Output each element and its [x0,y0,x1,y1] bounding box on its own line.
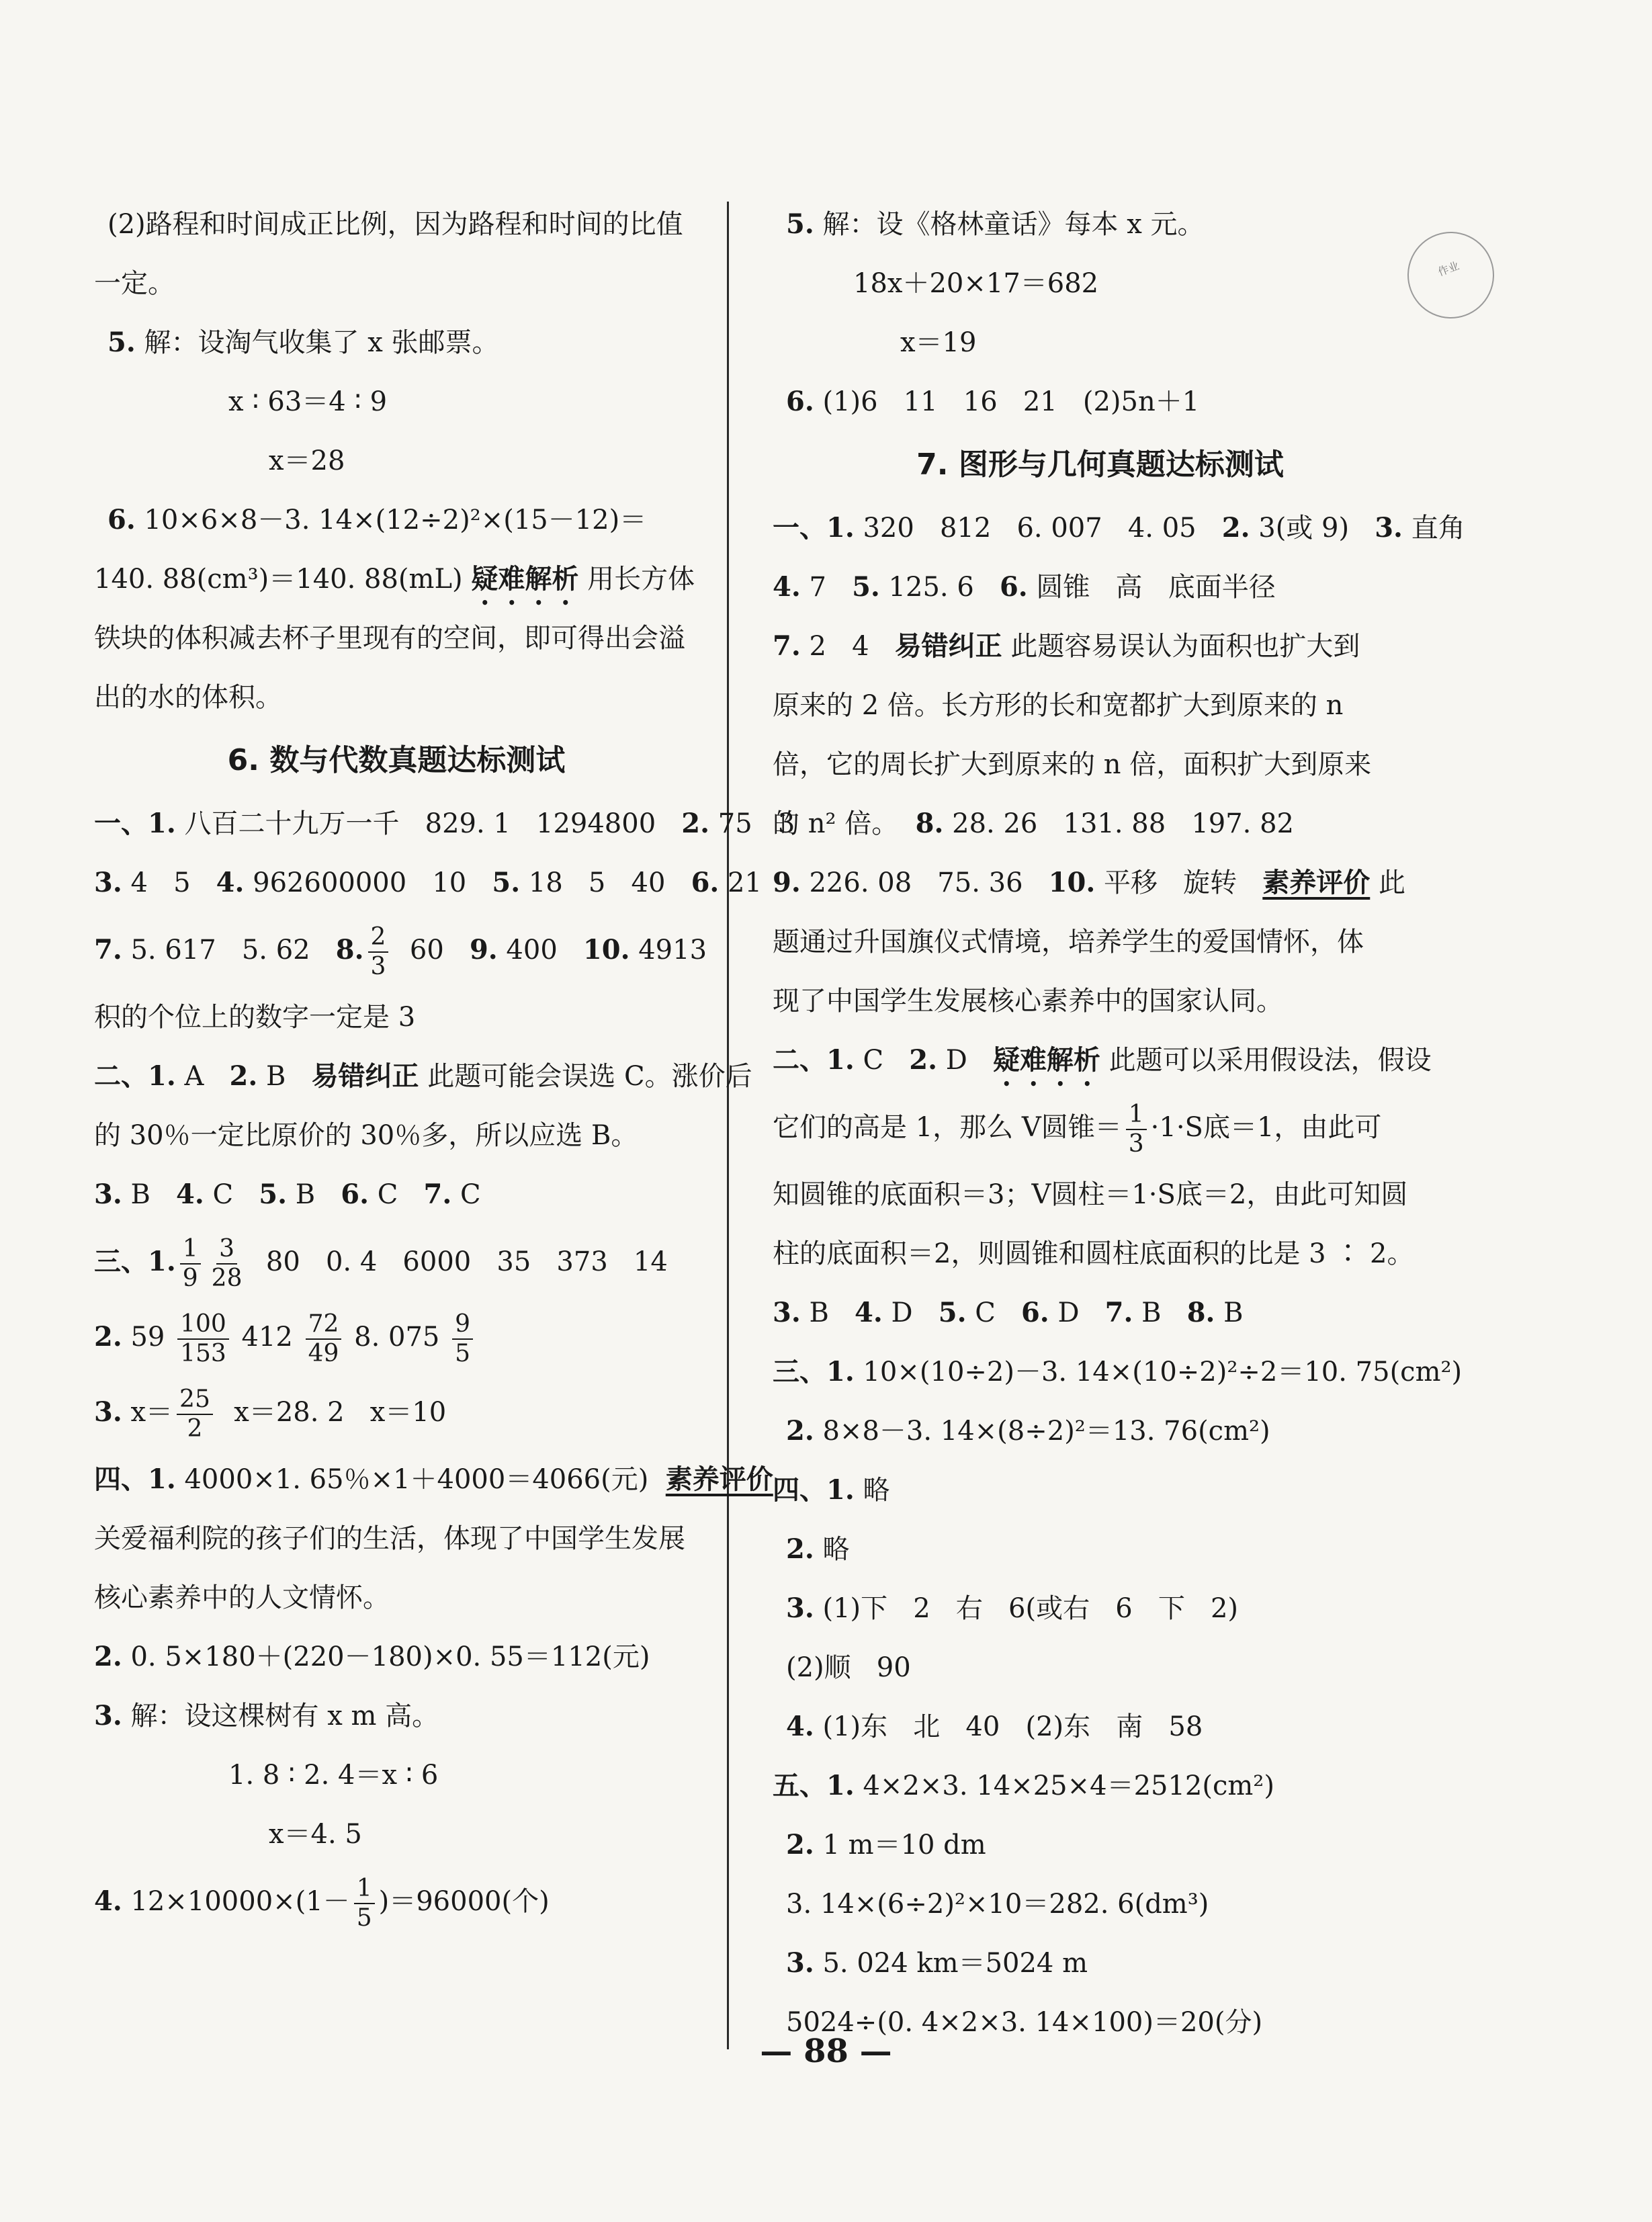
note-tag: 素养评价 [1262,867,1371,898]
answer-line: 二、1. C 2. D 疑难解析 此题可以采用假设法，假设 [773,1044,1432,1076]
column-divider [727,202,729,2049]
answer-line: 2. 8×8－3. 14×(8÷2)²＝13. 76(cm²) [786,1415,1270,1447]
answer-line: 4. (1)东 北 40 (2)东 南 58 [786,1711,1203,1742]
answer-line: 2. 59 $\frac{100}{153}$ 412 $\frac{72}{49}$ 8. 075 $\frac{9}{5}$ [94,1299,699,1375]
answer-line: 原来的 2 倍。长方形的长和宽都扩大到原来的 n [773,690,1344,721]
answer-line: 3. (1)下 2 右 6(或右 6 下 2) [786,1592,1239,1624]
text-line: 5. 解：设淘气收集了 x 张邮票。 [107,327,499,358]
fraction: $\frac{25}{2}$ [177,1385,213,1443]
text-line: 铁块的体积减去杯子里现有的空间，即可得出会溢 [94,623,685,654]
fraction: $\frac{9}{5}$ [452,1310,473,1368]
answer-line: 四、1. 略 [773,1474,890,1506]
answer-line: 核心素养中的人文情怀。 [94,1582,390,1613]
fraction: $\frac{100}{153}$ [177,1310,229,1368]
answer-line: 积的个位上的数字一定是 3 [94,1002,416,1033]
page-number: — 88 — [760,2033,892,2070]
answer-line: 的 n² 倍。 8. 28. 26 131. 88 197. 82 [773,808,1295,839]
left-column [94,195,795,1939]
equation: x＝4. 5 [269,1819,362,1850]
answer-line: 2. 0. 5×180＋(220－180)×0. 55＝112(元) [94,1641,650,1672]
fraction: $\frac{3}{28}$ [211,1235,243,1292]
answer-line: 6. (1)6 11 16 21 (2)5n＋1 [786,386,1200,417]
answer-line: 3. 14×(6÷2)²×10＝282. 6(dm³) [786,1889,1209,1920]
fraction: $\frac{72}{49}$ [306,1310,342,1368]
answer-line: 五、1. 4×2×3. 14×25×4＝2512(cm²) [773,1770,1274,1801]
text-line: 140. 88(cm³)＝140. 88(mL) 疑难解析 用长方体 [94,564,695,595]
answer-line: 3. 5. 024 km＝5024 m [786,1947,1088,1979]
fraction: $\frac{1}{3}$ [1126,1101,1147,1158]
note-tag: 疑难解析 [992,1045,1100,1076]
answer-line: 4. 12×10000×(1－ $\frac{1}{5}$ )＝96000(个) [94,1875,550,1932]
answer-line: 的 30％一定比原价的 30％多，所以应选 B。 [94,1120,638,1151]
answer-line: 3. 4 5 4. 962600000 10 5. 18 5 40 6. 21 [94,867,762,898]
fraction: $\frac{1}{9}$ [180,1235,201,1293]
equation: x ∶ 63＝4 ∶ 9 [228,386,388,417]
answer-line: 现了中国学生发展核心素养中的国家认同。 [773,986,1283,1017]
answer-line: 3. 解：设这棵树有 x m 高。 [94,1700,439,1732]
equation: 1. 8 ∶ 2. 4＝x ∶ 6 [228,1760,439,1791]
stamp-seal: 作业 [1395,220,1506,331]
answer-line: 一、1. 320 812 6. 007 4. 05 2. 3(或 9) 3. 直角 [773,512,1465,544]
answer-line: 它们的高是 1，那么 V圆锥＝ $\frac{1}{3}$ ·1·S底＝1，由此可 [773,1101,1382,1158]
answer-line: 7. 2 4 易错纠正 此题容易误认为面积也扩大到 [773,630,1360,662]
equation: x＝19 [900,327,977,358]
section-heading: 6. 数与代数真题达标测试 [227,743,566,777]
answer-line: 7. 5. 617 5. 62 8. $\frac{2}{3}$ 60 9. 400 10. 4913 [94,923,707,980]
text-line: (2)路程和时间成正比例，因为路程和时间的比值 [107,209,683,240]
note-tag: 素养评价 [665,1464,773,1495]
answer-line: 三、1. $\frac{1}{9}$ $\frac{3}{28}$ 80 0. 4 6000 35 373 14 [94,1235,668,1292]
answer-line: 一、1. 八百二十九万一千 829. 1 1294800 2. 75 3 [94,808,795,839]
answer-line: 关爱福利院的孩子们的生活，体现了中国学生发展 [94,1523,685,1554]
fraction: $\frac{1}{5}$ [354,1875,375,1932]
answer-line: 3. B 4. D 5. C 6. D 7. B 8. B [773,1297,1244,1328]
answer-line: 倍，它的周长扩大到原来的 n 倍，面积扩大到原来 [773,749,1372,780]
text-line: 一定。 [94,268,175,299]
answer-line: 柱的底面积＝2，则圆锥和圆柱底面积的比是 3 ∶ 2。 [773,1238,1414,1269]
answer-line: 题通过升国旗仪式情境，培养学生的爱国情怀，体 [773,927,1364,957]
fraction: $\frac{2}{3}$ [368,923,389,981]
answer-line: 4. 7 5. 125. 6 6. 圆锥 高 底面半径 [773,571,1276,603]
note-tag: 疑难解析 [471,564,579,595]
text-line: 6. 10×6×8－3. 14×(12÷2)²×(15－12)＝ [107,504,647,536]
answer-line: 二、1. A 2. B 易错纠正 此题可能会误选 C。涨价后 [94,1060,752,1092]
section-heading: 7. 图形与几何真题达标测试 [916,447,1284,482]
answer-line: 2. 略 [786,1533,850,1565]
answer-line: 四、1. 4000×1. 65％×1＋4000＝4066(元) 素养评价 [94,1463,773,1495]
answer-line: 知圆锥的底面积＝3；V圆柱＝1·S底＝2，由此可知圆 [773,1179,1408,1210]
note-tag: 易错纠正 [894,631,1002,662]
answer-line: 三、1. 10×(10÷2)－3. 14×(10÷2)²÷2＝10. 75(cm²) [773,1356,1463,1387]
equation: 18x＋20×17＝682 [853,268,1099,299]
answer-line: 3. x＝ $\frac{25}{2}$ x＝28. 2 x＝10 [94,1385,447,1443]
answer-line: 5024÷(0. 4×2×3. 14×100)＝20(分) [786,2007,1263,2038]
note-tag: 易错纠正 [311,1061,419,1092]
equation: x＝28 [269,445,345,476]
answer-line: 9. 226. 08 75. 36 10. 平移 旋转 素养评价 此 [773,867,1405,898]
answer-line: 2. 1 m＝10 dm [786,1829,986,1861]
text-line: 出的水的体积。 [94,682,282,713]
answer-line: (2)顺 90 [786,1652,911,1683]
answer-line: 3. B 4. C 5. B 6. C 7. C [94,1179,481,1210]
answer-line: 5. 解：设《格林童话》每本 x 元。 [786,208,1205,240]
